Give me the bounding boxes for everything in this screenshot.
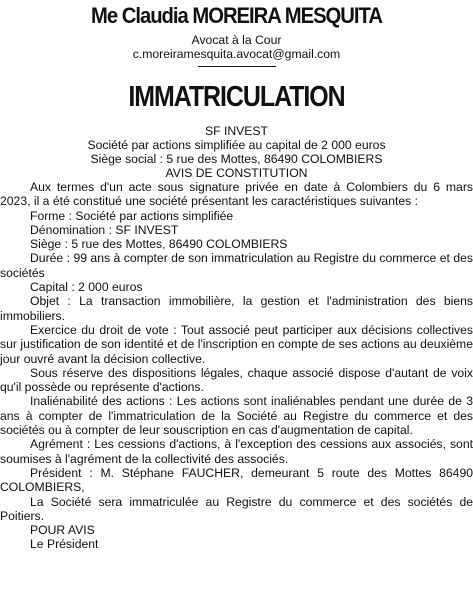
- inalienabilite-paragraph: Inaliénabilité des actions : Les actions sont inaliénables pendant une durée de 3 ans à compter de l'immatriculation de la Société au Registre du commerce et des sociétés ou à compter de leur souscription en cas d'augmentation de capital.: [0, 394, 473, 438]
- lawyer-email: c.moreiramesquita.avocat@gmail.com: [132, 47, 341, 61]
- intro-paragraph: Aux termes d'un acte sous signature privée en date à Colombiers du 6 mars 2023, il a été constitué une société présentant les caractéristiques suivantes :: [0, 180, 473, 209]
- reserve-paragraph: Sous réserve des dispositions légales, chaque associé dispose d'autant de voix qu'il possède ou représente d'actions.: [0, 365, 473, 395]
- capital-line: Capital : 2 000 euros: [30, 280, 143, 295]
- header-divider: [198, 66, 276, 67]
- objet-paragraph: Objet : La transaction immobilière, la gestion et l'administration des biens immobiliers.: [0, 294, 473, 323]
- immatriculation-paragraph: La Société sera immatriculée au Registre du commerce et des sociétés de Poitiers.: [0, 494, 473, 523]
- notice-type: AVIS DE CONSTITUTION: [165, 166, 308, 180]
- duree-paragraph: Durée : 99 ans à compter de son immatriculation au Registre du commerce et des sociétés: [0, 251, 473, 280]
- company-type: Société par actions simplifiée au capital de 2 000 euros: [87, 138, 386, 152]
- denomination-line: Dénomination : SF INVEST: [30, 222, 179, 237]
- lawyer-role: Avocat à la Cour: [191, 33, 282, 47]
- company-name: SF INVEST: [205, 124, 268, 138]
- agrement-paragraph: Agrément : Les cessions d'actions, à l'exception des cessions aux associés, sont soumises à l'agrément de la collectivité des associés.: [0, 437, 473, 466]
- pour-avis-line: POUR AVIS: [30, 523, 95, 538]
- vote-paragraph: Exercice du droit de vote : Tout associé peut participer aux décisions collectives sur justification de son identité et de l'inscription en compte de ses actions au deuxième jour ouvré avant la décision collective.: [0, 322, 473, 366]
- notice-title: IMMATRICULATION: [128, 81, 345, 113]
- notice-body: [0, 180, 473, 552]
- siege-line: Siège : 5 rue des Mottes, 86490 COLOMBIERS: [30, 237, 288, 252]
- head-office: Siège social : 5 rue des Mottes, 86490 COLOMBIERS: [90, 152, 383, 166]
- signature-line: Le Président: [30, 537, 99, 552]
- lawyer-name: Me Claudia MOREIRA MESQUITA: [91, 3, 382, 28]
- president-paragraph: Président : M. Stéphane FAUCHER, demeurant 5 route des Mottes 86490 COLOMBIERS,: [0, 465, 473, 495]
- forme-line: Forme : Société par actions simplifiée: [30, 208, 234, 223]
